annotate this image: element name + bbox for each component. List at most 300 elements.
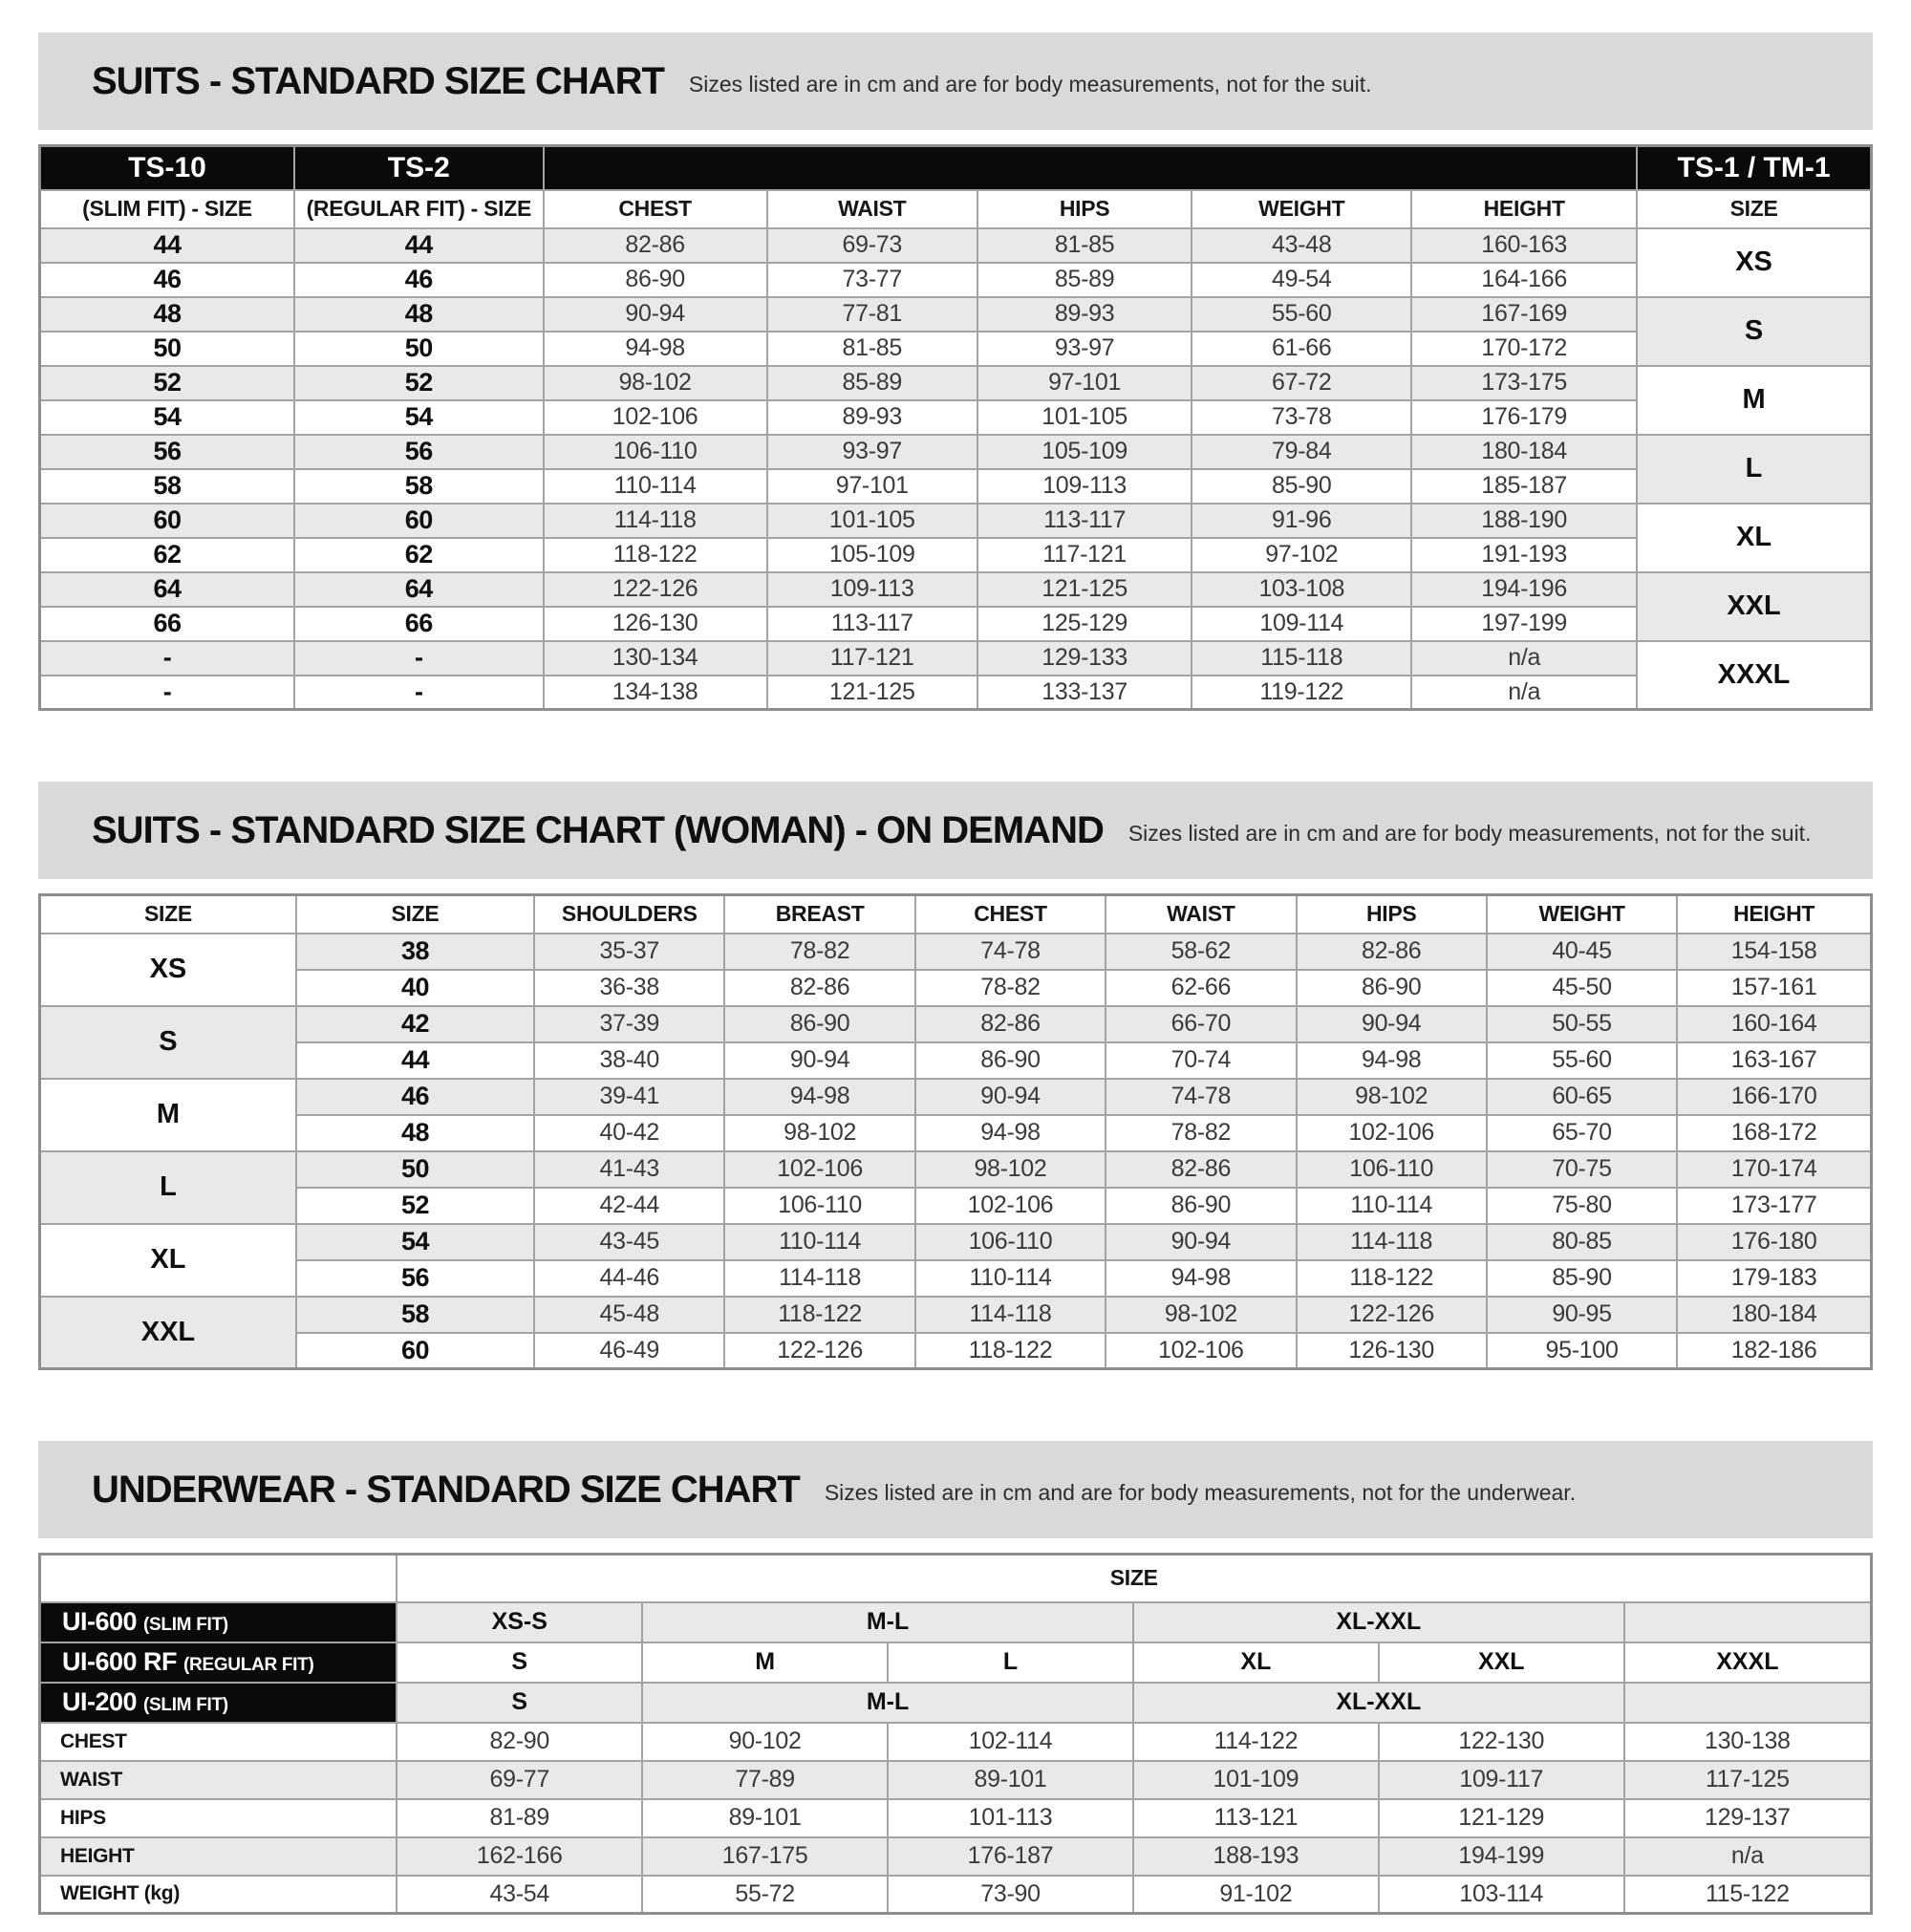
- value-cell: 118-122: [724, 1297, 914, 1333]
- value-cell: 97-102: [1192, 538, 1411, 572]
- model-fit-label: (REGULAR FIT): [183, 1655, 314, 1675]
- value-cell: 122-126: [544, 572, 767, 607]
- value-cell: 102-106: [915, 1188, 1106, 1224]
- value-cell: 82-86: [915, 1006, 1106, 1042]
- size-group-cell: S: [1637, 297, 1871, 366]
- value-cell: 81-85: [767, 332, 977, 366]
- value-cell: 55-60: [1192, 297, 1411, 332]
- value-cell: 90-94: [544, 297, 767, 332]
- size-group-cell: XL: [1637, 504, 1871, 572]
- suits-men-title-bar: [38, 32, 1873, 130]
- suits-woman-table-head: [40, 895, 1872, 934]
- size-span-header: SIZE: [397, 1555, 1871, 1602]
- value-cell: 49-54: [1192, 263, 1411, 297]
- value-cell: 38-40: [534, 1042, 724, 1079]
- value-cell: 43-54: [397, 1876, 642, 1914]
- size-number-cell: 62: [294, 538, 544, 572]
- size-number-cell: 52: [40, 366, 294, 400]
- model-ts2-header: TS-2: [294, 146, 544, 190]
- size-number-cell: 54: [294, 400, 544, 435]
- size-header-row: [40, 1555, 1872, 1602]
- underwear-section: [38, 1441, 1873, 1915]
- value-cell: 36-38: [534, 970, 724, 1006]
- size-number-cell: 50: [40, 332, 294, 366]
- value-cell: n/a: [1411, 641, 1637, 676]
- value-cell: 44-46: [534, 1260, 724, 1297]
- value-cell: 129-137: [1624, 1799, 1872, 1837]
- value-cell: 62-66: [1106, 970, 1296, 1006]
- value-cell: 109-117: [1379, 1761, 1624, 1799]
- value-cell: 133-137: [977, 676, 1192, 710]
- value-cell: 94-98: [1297, 1042, 1487, 1079]
- model-label-cell: [40, 1683, 397, 1723]
- value-cell: 110-114: [915, 1260, 1106, 1297]
- value-cell: 122-130: [1379, 1723, 1624, 1761]
- size-number-cell: 64: [294, 572, 544, 607]
- value-cell: 134-138: [544, 676, 767, 710]
- value-cell: 89-93: [977, 297, 1192, 332]
- size-number-cell: 62: [40, 538, 294, 572]
- value-cell: 85-89: [977, 263, 1192, 297]
- value-cell: 122-126: [1297, 1297, 1487, 1333]
- table-row: [40, 1079, 1872, 1115]
- table-row: [40, 1799, 1872, 1837]
- value-cell: 45-48: [534, 1297, 724, 1333]
- value-cell: 86-90: [915, 1042, 1106, 1079]
- measure-label-cell: CHEST: [40, 1723, 397, 1761]
- size-number-cell: 46: [296, 1079, 534, 1115]
- value-cell: 102-114: [888, 1723, 1133, 1761]
- size-number-cell: -: [294, 676, 544, 710]
- value-cell: 67-72: [1192, 366, 1411, 400]
- table-row: [40, 1837, 1872, 1876]
- value-cell: 37-39: [534, 1006, 724, 1042]
- value-cell: 98-102: [1297, 1079, 1487, 1115]
- value-cell: 73-90: [888, 1876, 1133, 1914]
- column-header-hips: HIPS: [1297, 895, 1487, 934]
- underwear-title-bar: [38, 1441, 1873, 1538]
- value-cell: 50-55: [1487, 1006, 1677, 1042]
- size-span-cell: [1624, 1602, 1872, 1642]
- value-cell: 90-94: [1106, 1224, 1296, 1260]
- model-name: UI-200: [62, 1687, 138, 1716]
- value-cell: 58-62: [1106, 934, 1296, 970]
- size-span-cell: L: [888, 1642, 1133, 1683]
- section-subtitle: Sizes listed are in cm and are for body measurements, not for the underwear.: [824, 1480, 1577, 1505]
- value-cell: 115-118: [1192, 641, 1411, 676]
- table-row: [40, 228, 1872, 263]
- value-cell: 43-45: [534, 1224, 724, 1260]
- value-cell: 40-42: [534, 1115, 724, 1151]
- section-subtitle: Sizes listed are in cm and are for body measurements, not for the suit.: [688, 72, 1372, 97]
- value-cell: 40-45: [1487, 934, 1677, 970]
- column-header-chest: CHEST: [544, 190, 767, 228]
- value-cell: 77-89: [642, 1761, 888, 1799]
- value-cell: 121-125: [767, 676, 977, 710]
- column-header-slim-fit-size: (SLIM FIT) - SIZE: [40, 190, 294, 228]
- table-row: [40, 469, 1872, 504]
- value-cell: 82-86: [1106, 1151, 1296, 1188]
- value-cell: 180-184: [1411, 435, 1637, 469]
- size-number-cell: 52: [294, 366, 544, 400]
- value-cell: 95-100: [1487, 1333, 1677, 1369]
- suits-men-table-head: [40, 146, 1872, 228]
- value-cell: 98-102: [544, 366, 767, 400]
- value-cell: 188-193: [1133, 1837, 1379, 1876]
- size-number-cell: 58: [40, 469, 294, 504]
- size-span-cell: XL: [1133, 1642, 1379, 1683]
- size-number-cell: -: [40, 676, 294, 710]
- table-row: [40, 400, 1872, 435]
- value-cell: 121-129: [1379, 1799, 1624, 1837]
- table-row: [40, 538, 1872, 572]
- table-row: [40, 1333, 1872, 1369]
- value-cell: 167-175: [642, 1837, 888, 1876]
- size-number-cell: -: [40, 641, 294, 676]
- value-cell: 110-114: [544, 469, 767, 504]
- table-row: [40, 1224, 1872, 1260]
- size-number-cell: 50: [296, 1151, 534, 1188]
- value-cell: 73-78: [1192, 400, 1411, 435]
- value-cell: 85-89: [767, 366, 977, 400]
- value-cell: 98-102: [915, 1151, 1106, 1188]
- model-name: UI-600 RF: [62, 1647, 178, 1676]
- value-cell: 106-110: [1297, 1151, 1487, 1188]
- size-span-cell: S: [397, 1683, 642, 1723]
- size-number-cell: 56: [40, 435, 294, 469]
- size-group-cell: XL: [40, 1224, 296, 1297]
- size-number-cell: 40: [296, 970, 534, 1006]
- value-cell: 122-126: [724, 1333, 914, 1369]
- value-cell: 78-82: [915, 970, 1106, 1006]
- table-row: [40, 1723, 1872, 1761]
- value-cell: 179-183: [1677, 1260, 1871, 1297]
- value-cell: 90-102: [642, 1723, 888, 1761]
- value-cell: 109-114: [1192, 607, 1411, 641]
- value-cell: 80-85: [1487, 1224, 1677, 1260]
- column-header-waist: WAIST: [1106, 895, 1296, 934]
- corner-empty-cell: [40, 1555, 397, 1602]
- value-cell: 78-82: [1106, 1115, 1296, 1151]
- size-number-cell: 52: [296, 1188, 534, 1224]
- size-number-cell: 56: [296, 1260, 534, 1297]
- value-cell: 102-106: [1297, 1115, 1487, 1151]
- suits-woman-title-bar: [38, 782, 1873, 879]
- column-header-row: [40, 190, 1872, 228]
- value-cell: 163-167: [1677, 1042, 1871, 1079]
- value-cell: 173-177: [1677, 1188, 1871, 1224]
- table-row: [40, 1761, 1872, 1799]
- value-cell: 101-109: [1133, 1761, 1379, 1799]
- value-cell: 86-90: [544, 263, 767, 297]
- value-cell: 61-66: [1192, 332, 1411, 366]
- value-cell: 102-106: [724, 1151, 914, 1188]
- value-cell: 94-98: [724, 1079, 914, 1115]
- size-span-cell: S: [397, 1642, 642, 1683]
- size-number-cell: 50: [294, 332, 544, 366]
- model-header-row: [40, 146, 1872, 190]
- value-cell: 166-170: [1677, 1079, 1871, 1115]
- value-cell: 126-130: [1297, 1333, 1487, 1369]
- size-number-cell: 56: [294, 435, 544, 469]
- value-cell: 46-49: [534, 1333, 724, 1369]
- size-number-cell: 44: [296, 1042, 534, 1079]
- table-row: [40, 263, 1872, 297]
- table-row: [40, 504, 1872, 538]
- table-row: [40, 1188, 1872, 1224]
- value-cell: 188-190: [1411, 504, 1637, 538]
- size-group-cell: XXXL: [1637, 641, 1871, 710]
- column-header-row: [40, 895, 1872, 934]
- value-cell: 117-125: [1624, 1761, 1872, 1799]
- value-cell: 55-72: [642, 1876, 888, 1914]
- value-cell: 105-109: [977, 435, 1192, 469]
- value-cell: 97-101: [767, 469, 977, 504]
- measure-label-cell: WEIGHT (kg): [40, 1876, 397, 1914]
- table-row: [40, 297, 1872, 332]
- table-row: [40, 641, 1872, 676]
- value-cell: 35-37: [534, 934, 724, 970]
- table-row: [40, 572, 1872, 607]
- size-number-cell: 60: [294, 504, 544, 538]
- value-cell: 75-80: [1487, 1188, 1677, 1224]
- size-group-cell: XXL: [40, 1297, 296, 1369]
- size-number-cell: -: [294, 641, 544, 676]
- section-title: SUITS - STANDARD SIZE CHART (WOMAN) - ON DEMAND: [92, 808, 1104, 851]
- value-cell: 176-187: [888, 1837, 1133, 1876]
- value-cell: 167-169: [1411, 297, 1637, 332]
- value-cell: 185-187: [1411, 469, 1637, 504]
- value-cell: 97-101: [977, 366, 1192, 400]
- value-cell: 89-101: [888, 1761, 1133, 1799]
- suits-men-table-body: [40, 228, 1872, 710]
- table-row: [40, 1006, 1872, 1042]
- model-label-cell: [40, 1642, 397, 1683]
- size-number-cell: 66: [40, 607, 294, 641]
- value-cell: 176-180: [1677, 1224, 1871, 1260]
- value-cell: 98-102: [1106, 1297, 1296, 1333]
- size-span-cell: XL-XXL: [1133, 1683, 1624, 1723]
- value-cell: 130-138: [1624, 1723, 1872, 1761]
- table-row: [40, 970, 1872, 1006]
- value-cell: 89-101: [642, 1799, 888, 1837]
- table-row: [40, 1642, 1872, 1683]
- table-row: [40, 1042, 1872, 1079]
- value-cell: 113-117: [767, 607, 977, 641]
- value-cell: 117-121: [977, 538, 1192, 572]
- value-cell: 70-75: [1487, 1151, 1677, 1188]
- value-cell: 101-105: [977, 400, 1192, 435]
- value-cell: 82-90: [397, 1723, 642, 1761]
- value-cell: 45-50: [1487, 970, 1677, 1006]
- value-cell: 82-86: [544, 228, 767, 263]
- value-cell: 118-122: [1297, 1260, 1487, 1297]
- value-cell: 114-118: [724, 1260, 914, 1297]
- value-cell: 194-199: [1379, 1837, 1624, 1876]
- value-cell: 85-90: [1487, 1260, 1677, 1297]
- value-cell: 77-81: [767, 297, 977, 332]
- section-subtitle: Sizes listed are in cm and are for body measurements, not for the suit.: [1127, 821, 1812, 846]
- value-cell: 94-98: [544, 332, 767, 366]
- value-cell: 85-90: [1192, 469, 1411, 504]
- table-row: [40, 1115, 1872, 1151]
- size-number-cell: 44: [40, 228, 294, 263]
- column-header-chest: CHEST: [915, 895, 1106, 934]
- underwear-table-body: [40, 1602, 1872, 1914]
- value-cell: 60-65: [1487, 1079, 1677, 1115]
- value-cell: 98-102: [724, 1115, 914, 1151]
- value-cell: 176-179: [1411, 400, 1637, 435]
- column-header-shoulders: SHOULDERS: [534, 895, 724, 934]
- value-cell: 182-186: [1677, 1333, 1871, 1369]
- value-cell: 93-97: [767, 435, 977, 469]
- size-number-cell: 54: [296, 1224, 534, 1260]
- value-cell: 114-118: [1297, 1224, 1487, 1260]
- suits-woman-table: [38, 893, 1873, 1370]
- value-cell: 106-110: [724, 1188, 914, 1224]
- value-cell: 114-118: [544, 504, 767, 538]
- value-cell: 41-43: [534, 1151, 724, 1188]
- value-cell: 168-172: [1677, 1115, 1871, 1151]
- size-group-cell: M: [40, 1079, 296, 1151]
- value-cell: 194-196: [1411, 572, 1637, 607]
- model-fit-label: (SLIM FIT): [143, 1615, 228, 1635]
- value-cell: 164-166: [1411, 263, 1637, 297]
- value-cell: 81-85: [977, 228, 1192, 263]
- size-number-cell: 60: [296, 1333, 534, 1369]
- value-cell: 101-105: [767, 504, 977, 538]
- value-cell: 109-113: [767, 572, 977, 607]
- value-cell: 170-174: [1677, 1151, 1871, 1188]
- value-cell: 113-121: [1133, 1799, 1379, 1837]
- value-cell: 82-86: [724, 970, 914, 1006]
- value-cell: 125-129: [977, 607, 1192, 641]
- column-header-weight: WEIGHT: [1192, 190, 1411, 228]
- value-cell: 86-90: [724, 1006, 914, 1042]
- value-cell: 119-122: [1192, 676, 1411, 710]
- value-cell: n/a: [1411, 676, 1637, 710]
- model-name: UI-600: [62, 1607, 138, 1636]
- table-row: [40, 676, 1872, 710]
- column-header-size-group: SIZE: [40, 895, 296, 934]
- value-cell: 86-90: [1297, 970, 1487, 1006]
- value-cell: 173-175: [1411, 366, 1637, 400]
- value-cell: 103-108: [1192, 572, 1411, 607]
- value-cell: 43-48: [1192, 228, 1411, 263]
- column-header-size-number: SIZE: [296, 895, 534, 934]
- table-row: [40, 1602, 1872, 1642]
- value-cell: 129-133: [977, 641, 1192, 676]
- column-header-height: HEIGHT: [1411, 190, 1637, 228]
- size-number-cell: 58: [296, 1297, 534, 1333]
- value-cell: 114-118: [915, 1297, 1106, 1333]
- size-number-cell: 46: [40, 263, 294, 297]
- value-cell: 117-121: [767, 641, 977, 676]
- value-cell: 74-78: [915, 934, 1106, 970]
- size-group-cell: XS: [40, 934, 296, 1006]
- value-cell: 109-113: [977, 469, 1192, 504]
- value-cell: 90-94: [1297, 1006, 1487, 1042]
- size-number-cell: 64: [40, 572, 294, 607]
- model-spacer-header: [544, 146, 1637, 190]
- table-row: [40, 366, 1872, 400]
- size-group-cell: L: [1637, 435, 1871, 504]
- value-cell: 86-90: [1106, 1188, 1296, 1224]
- value-cell: n/a: [1624, 1837, 1872, 1876]
- value-cell: 89-93: [767, 400, 977, 435]
- value-cell: 118-122: [915, 1333, 1106, 1369]
- measure-label-cell: HEIGHT: [40, 1837, 397, 1876]
- underwear-table-head: [40, 1555, 1872, 1602]
- value-cell: 102-106: [1106, 1333, 1296, 1369]
- value-cell: 113-117: [977, 504, 1192, 538]
- value-cell: 69-73: [767, 228, 977, 263]
- value-cell: 93-97: [977, 332, 1192, 366]
- size-group-cell: XXL: [1637, 572, 1871, 641]
- suits-men-table: [38, 144, 1873, 711]
- value-cell: 118-122: [544, 538, 767, 572]
- value-cell: 74-78: [1106, 1079, 1296, 1115]
- value-cell: 106-110: [544, 435, 767, 469]
- value-cell: 102-106: [544, 400, 767, 435]
- size-span-cell: XXXL: [1624, 1642, 1872, 1683]
- table-row: [40, 1151, 1872, 1188]
- value-cell: 162-166: [397, 1837, 642, 1876]
- value-cell: 91-96: [1192, 504, 1411, 538]
- value-cell: 101-113: [888, 1799, 1133, 1837]
- value-cell: 157-161: [1677, 970, 1871, 1006]
- size-group-cell: M: [1637, 366, 1871, 435]
- size-span-cell: M-L: [642, 1683, 1133, 1723]
- value-cell: 66-70: [1106, 1006, 1296, 1042]
- size-number-cell: 48: [40, 297, 294, 332]
- value-cell: 70-74: [1106, 1042, 1296, 1079]
- size-span-cell: M-L: [642, 1602, 1133, 1642]
- value-cell: 90-94: [724, 1042, 914, 1079]
- size-number-cell: 60: [40, 504, 294, 538]
- value-cell: 110-114: [724, 1224, 914, 1260]
- column-header-size: SIZE: [1637, 190, 1871, 228]
- table-row: [40, 607, 1872, 641]
- size-span-cell: XL-XXL: [1133, 1602, 1624, 1642]
- column-header-waist: WAIST: [767, 190, 977, 228]
- value-cell: 79-84: [1192, 435, 1411, 469]
- size-number-cell: 42: [296, 1006, 534, 1042]
- table-row: [40, 1683, 1872, 1723]
- column-header-height: HEIGHT: [1677, 895, 1871, 934]
- value-cell: 73-77: [767, 263, 977, 297]
- value-cell: 90-94: [915, 1079, 1106, 1115]
- size-number-cell: 38: [296, 934, 534, 970]
- value-cell: 94-98: [915, 1115, 1106, 1151]
- size-number-cell: 54: [40, 400, 294, 435]
- size-number-cell: 58: [294, 469, 544, 504]
- value-cell: 115-122: [1624, 1876, 1872, 1914]
- value-cell: 105-109: [767, 538, 977, 572]
- table-row: [40, 934, 1872, 970]
- value-cell: 103-114: [1379, 1876, 1624, 1914]
- value-cell: 154-158: [1677, 934, 1871, 970]
- value-cell: 65-70: [1487, 1115, 1677, 1151]
- section-title: UNDERWEAR - STANDARD SIZE CHART: [92, 1468, 800, 1511]
- size-group-cell: L: [40, 1151, 296, 1224]
- value-cell: 191-193: [1411, 538, 1637, 572]
- value-cell: 91-102: [1133, 1876, 1379, 1914]
- size-group-cell: XS: [1637, 228, 1871, 297]
- value-cell: 81-89: [397, 1799, 642, 1837]
- underwear-table: [38, 1553, 1873, 1915]
- table-row: [40, 1297, 1872, 1333]
